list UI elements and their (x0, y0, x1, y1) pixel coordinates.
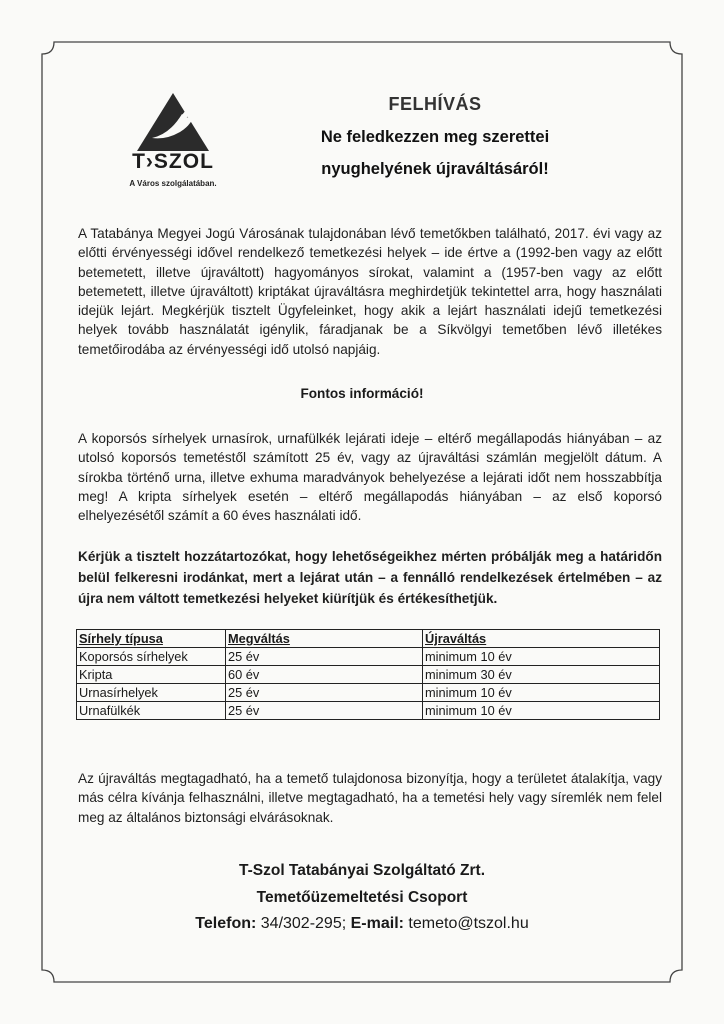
notice-subtitle-line-1: Ne feledkezzen meg szerettei (320, 128, 550, 146)
refusal-paragraph: Az újraváltás megtagadható, ha a temető tulajdonosa bizonyítja, hogy a területet átalakítja, vagy más célra kívánja felhasználni, illetve megtagadható, ha a temetési hely vagy síremlék nem felel meg az általános biztonsági elvárásoknak. (78, 771, 662, 825)
table-cell: Urnasírhelyek (77, 684, 226, 702)
info-heading: Fontos információ! (300, 386, 424, 401)
phone-number: 34/302-295; (260, 915, 347, 932)
footer-contact (0, 915, 724, 933)
table-header-cell: Megváltás (226, 630, 423, 648)
table-cell: 60 év (226, 666, 423, 684)
footer-department: Temetőüzemeltetési Csoport (256, 889, 468, 906)
table-cell: Urnafülkék (77, 702, 226, 720)
table-cell: minimum 10 év (423, 648, 660, 666)
table-cell: 25 év (226, 684, 423, 702)
email-address: temeto@tszol.hu (408, 915, 529, 932)
request-paragraph: Kérjük a tisztelt hozzátartozókat, hogy lehetőségeikhez mérten próbálják meg a határidőn belül felkeresni irodánkat, mert a lejárat után – a fennálló rendelkezések értelmében – az újra nem váltott temetkezési helyeket kiürítjük és értékesíthetjük. (78, 549, 662, 606)
notice-subtitle-line-2: nyughelyének újraváltásáról! (321, 160, 549, 178)
grave-types-table (76, 629, 660, 720)
footer-company: T-Szol Tatabányai Szolgáltató Zrt. (238, 862, 486, 879)
notice-heading (285, 94, 585, 185)
info-paragraph: A koporsós sírhelyek urnasírok, urnafülkék lejárati ideje – eltérő megállapodás hiányában – az utolsó koporsós temetéstől számított 25 év, vagy az újraváltási számlán megjelölt dátum. A sírokba történő urna, illetve exhuma maradványok behelyezése a lejárati időt nem hosszabbítja meg! A kripta sírhelyek esetén – eltérő megállapodás hiányában – az első koporsó elhelyezésétől számít a 60 éves használati idő. (78, 431, 662, 524)
table-cell: 25 év (226, 648, 423, 666)
email-label: E-mail: (350, 915, 404, 932)
table-cell: minimum 10 év (423, 684, 660, 702)
table-row (77, 702, 660, 720)
notice-subtitle (285, 121, 585, 185)
logo-slogan: A Város szolgálatában. (129, 179, 217, 188)
logo-brand-text: T›SZOL (132, 150, 214, 173)
table-row (77, 648, 660, 666)
table-header-cell: Újraváltás (423, 630, 660, 648)
tszol-logo-icon (136, 92, 210, 152)
table-cell: Kripta (77, 666, 226, 684)
table-row (77, 684, 660, 702)
table-cell: Koporsós sírhelyek (77, 648, 226, 666)
phone-label: Telefon: (195, 915, 257, 932)
tszol-logo (112, 92, 234, 200)
table-cell: minimum 30 év (423, 666, 660, 684)
table-cell: 25 év (226, 702, 423, 720)
table-cell: minimum 10 év (423, 702, 660, 720)
intro-paragraph: A Tatabánya Megyei Jogú Városának tulajdonában lévő temetőkben található, 2017. évi vagy az előtti érvényességi idővel rendelkező temetkezési helyek – ide értve a (1992-ben vagy az előtt betemetett, illetve újraváltott) hagyományos sírokat, valamint a (1957-ben vagy az előtt betemetett, illetve újraváltott) kriptákat újraváltásra meghirdetjük tekintettel arra, hogy használati idejük lejárt. Megkérjük tisztelt Ügyfeleinket, hogy akik a lejárt használati idejű temetkezési helyek tovább használatát igénylik, fáradjanak be a Síkvölgyi temetőben lévő illetékes temetőirodába az érvényességi idő utolsó napjáig. (78, 226, 662, 357)
table-header-row (77, 630, 660, 648)
table-row (77, 666, 660, 684)
table-header-cell: Sírhely típusa (77, 630, 226, 648)
notice-title: FELHÍVÁS (388, 94, 482, 114)
